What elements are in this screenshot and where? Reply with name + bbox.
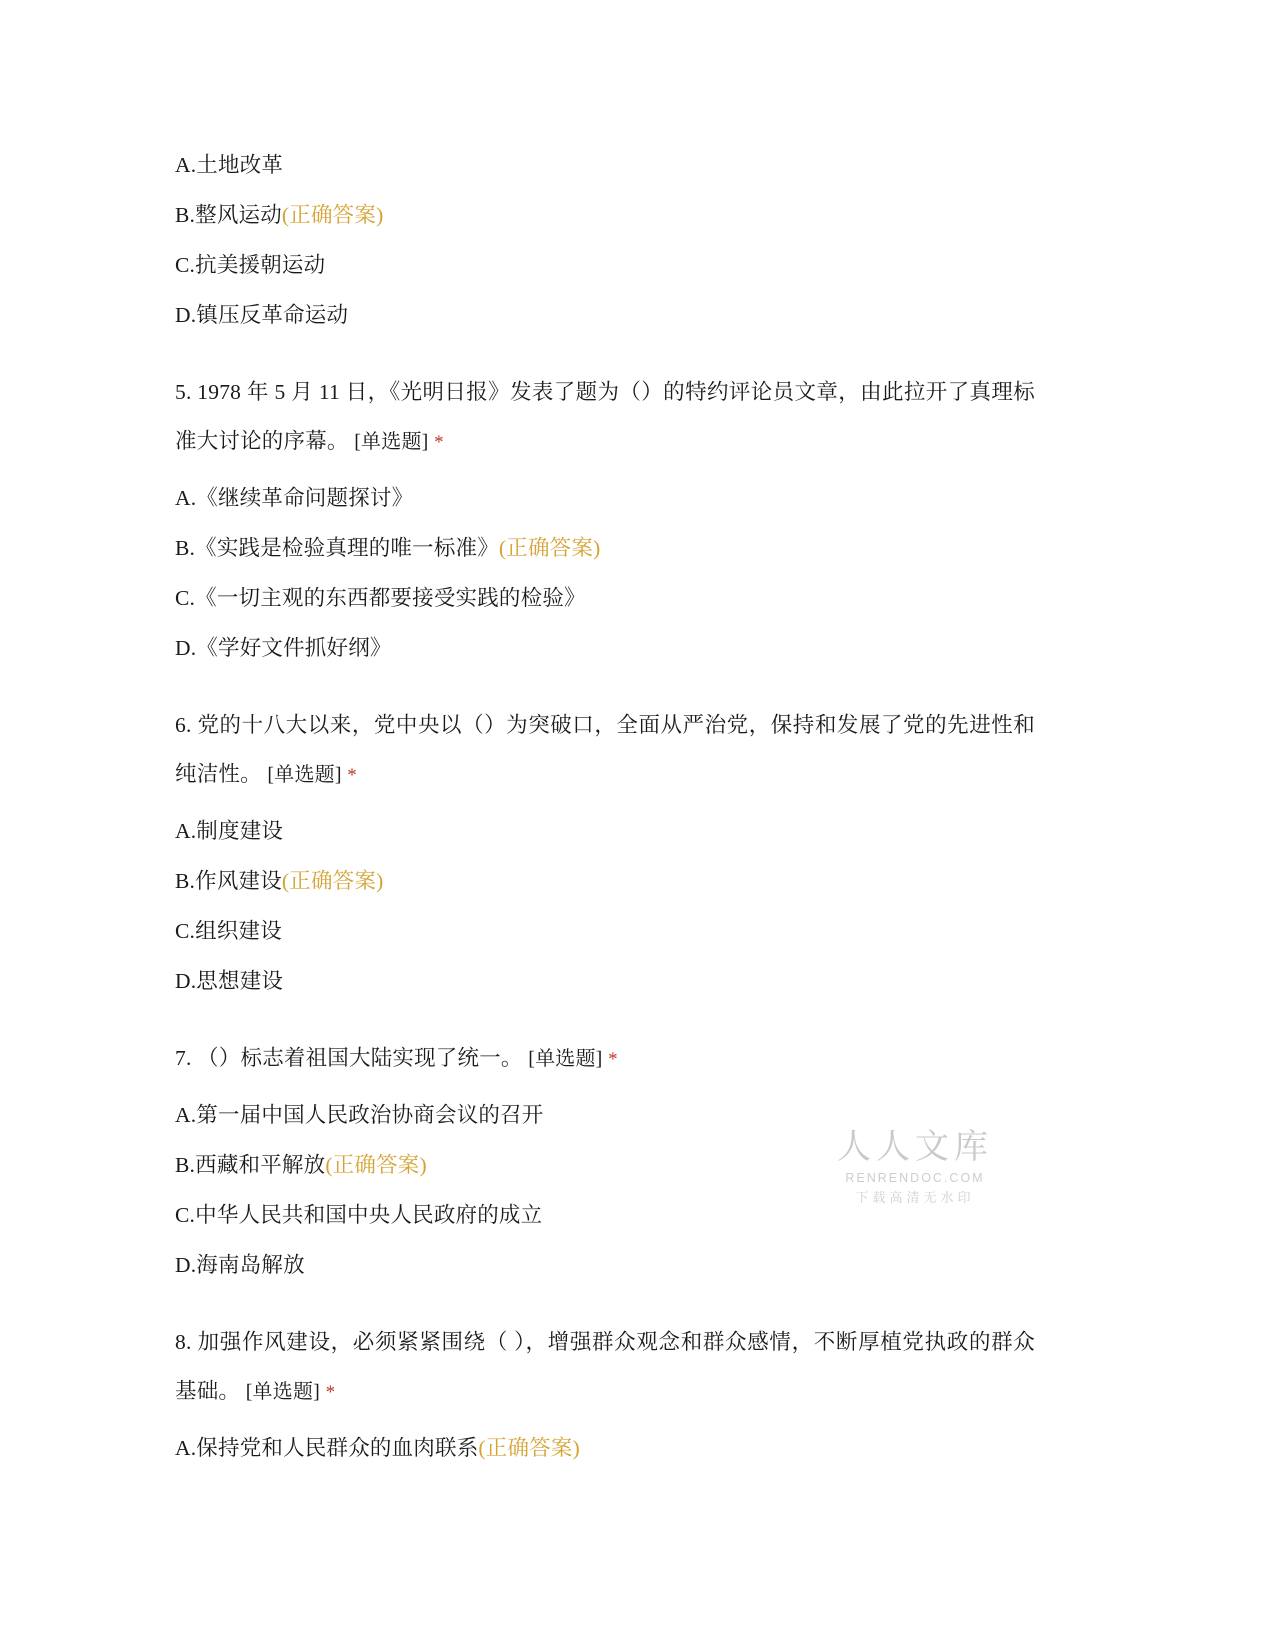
question-number: 7. [175,1046,192,1070]
option-label: A.土地改革 [175,153,284,177]
question-number: 6. [175,713,192,737]
option-row [175,806,1035,856]
correct-answer-tag: (正确答案) [498,536,601,560]
option-row [175,140,1035,190]
correct-answer-tag: (正确答案) [281,869,384,893]
required-star: * [325,1382,336,1403]
option-label: C.《一切主观的东西都要接受实践的检验》 [175,586,586,610]
option-row [175,523,1035,573]
watermark-note: 下载高清无水印 [855,1190,975,1205]
option-label: C.抗美援朝运动 [175,253,326,277]
correct-answer-tag: (正确答案) [325,1153,427,1177]
option-label: D.思想建设 [175,969,284,993]
question-stem [175,701,1035,800]
option-label: A.保持党和人民群众的血肉联系 [175,1436,479,1460]
option-row [175,856,1035,906]
option-row [175,573,1035,623]
option-row [175,240,1035,290]
required-star: * [434,432,444,453]
watermark [820,1128,1010,1208]
option-row [175,190,1035,240]
option-label: B.整风运动 [175,203,282,227]
question-number: 8. [175,1330,192,1354]
option-label: B.《实践是检验真理的唯一标准》 [175,536,499,560]
correct-answer-tag: (正确答案) [478,1436,580,1460]
option-label: A.制度建设 [175,819,284,843]
watermark-title: 人人文库 [837,1129,993,1166]
document-content [175,140,1035,1479]
question-number: 5. [175,380,192,404]
spacer [175,1012,1035,1034]
question-text: 加强作风建设，必须紧紧围绕（ ），增强群众观念和群众感情，不断厚植党执政的群众基础。 [175,1330,1036,1403]
option-row [175,1423,1035,1473]
question-6 [175,701,1035,1006]
question-stem [175,1034,1035,1084]
option-label: D.镇压反革命运动 [175,303,349,327]
required-star: * [347,765,357,786]
question-type: [单选题] [528,1048,603,1070]
option-row [175,473,1035,523]
option-row [175,623,1035,673]
question-text: 1978 年 5 月 11 日，《光明日报》发表了题为（）的特约评论员文章，由此拉开了真理标准大讨论的序幕。 [175,380,1036,453]
question-type: [单选题] [354,431,429,453]
correct-answer-tag: (正确答案) [281,203,384,227]
option-label: A.《继续革命问题探讨》 [175,486,414,510]
question-stem [175,1318,1035,1417]
option-label: B.作风建设 [175,869,282,893]
option-label: D.《学好文件抓好纲》 [175,636,392,660]
option-label: C.组织建设 [175,919,282,943]
question-text: （）标志着祖国大陆实现了统一。 [197,1046,523,1070]
option-row [175,956,1035,1006]
spacer [175,1296,1035,1318]
option-label: D.海南岛解放 [175,1253,305,1277]
option-row [175,906,1035,956]
spacer [175,346,1035,368]
option-label: B.西藏和平解放 [175,1153,326,1177]
option-label: A.第一届中国人民政治协商会议的召开 [175,1103,544,1127]
question-stem [175,368,1035,467]
question-type: [单选题] [245,1381,321,1403]
question-type: [单选题] [267,764,342,786]
question-8 [175,1318,1035,1473]
watermark-domain: RENRENDOC.COM [845,1171,985,1185]
option-label: C.中华人民共和国中央人民政府的成立 [175,1203,543,1227]
spacer [175,679,1035,701]
required-star: * [608,1049,618,1070]
question-text: 党的十八大以来，党中央以（）为突破口，全面从严治党，保持和发展了党的先进性和纯洁性。 [175,713,1036,786]
option-row [175,290,1035,340]
leading-options-group [175,140,1035,340]
option-row [175,1240,1035,1290]
question-5 [175,368,1035,673]
